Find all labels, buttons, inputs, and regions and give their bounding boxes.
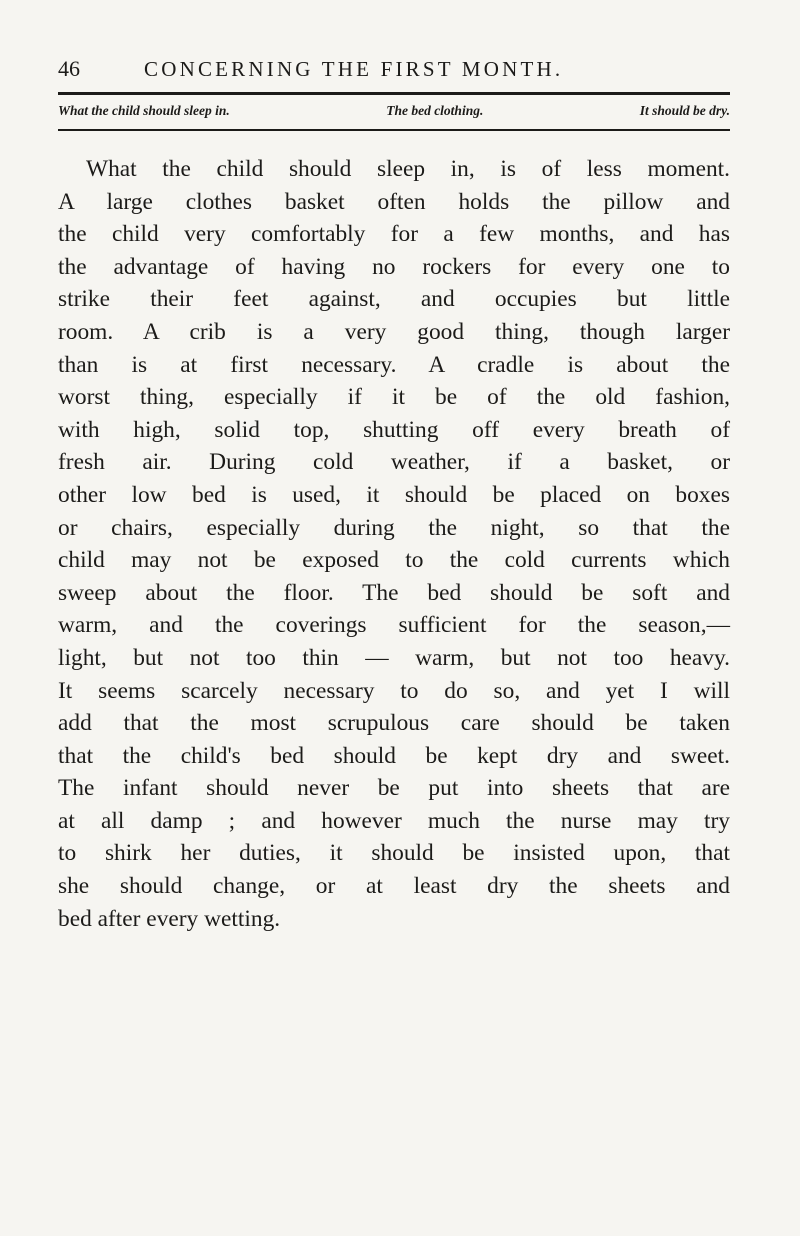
text-line: the advantage of having no rockers for every one to [58, 253, 730, 280]
sidenote-bed-clothing: The bed clothing. [386, 103, 484, 118]
text-line: fresh air. During cold weather, if a basket, or [58, 449, 730, 476]
text-line: room. A crib is a very good thing, though larger [58, 318, 730, 345]
text-line: to shirk her duties, it should be insisted upon, that [58, 840, 730, 867]
text-line: than is at first necessary. A cradle is about the [58, 351, 730, 378]
text-line: with high, solid top, shutting off every breath of [58, 416, 730, 443]
text-line: at all damp ; and however much the nurse may try [58, 807, 730, 834]
text-line: The infant should never be put into sheets that are [58, 775, 730, 802]
book-page [58, 56, 730, 935]
running-title: CONCERNING THE FIRST MONTH. [144, 57, 564, 81]
sidenote-sleep-in: What the child should sleep in. [58, 103, 230, 118]
running-head [58, 56, 730, 90]
page-number: 46 [58, 56, 80, 81]
text-line: It seems scarcely necessary to do so, and yet I will [58, 677, 730, 704]
text-line: worst thing, especially if it be of the old fashion, [58, 384, 730, 411]
text-line: strike their feet against, and occupies but little [58, 286, 730, 313]
text-line: other low bed is used, it should be placed on boxes [58, 481, 730, 508]
text-line: or chairs, especially during the night, so that the [58, 514, 730, 541]
sidenote-dry: It should be dry. [639, 103, 730, 118]
text-line: light, but not too thin — warm, but not too heavy. [58, 644, 730, 671]
text-line: warm, and the coverings sufficient for the season,— [58, 612, 730, 639]
sidenote-row [58, 95, 730, 125]
body-paragraph [58, 153, 730, 935]
text-line: A large clothes basket often holds the pillow and [58, 188, 730, 215]
text-line: child may not be exposed to the cold currents which [58, 547, 730, 574]
text-line: the child very comfortably for a few months, and has [58, 221, 730, 248]
text-line: What the child should sleep in, is of less moment. [86, 156, 730, 182]
sidenote-rule [58, 129, 730, 131]
text-line: bed after every wetting. [58, 905, 281, 932]
text-line: sweep about the floor. The bed should be soft and [58, 579, 730, 606]
text-line: that the child's bed should be kept dry and sweet. [58, 742, 730, 769]
text-line: add that the most scrupulous care should be taken [58, 710, 730, 737]
text-line: she should change, or at least dry the sheets and [58, 873, 730, 900]
